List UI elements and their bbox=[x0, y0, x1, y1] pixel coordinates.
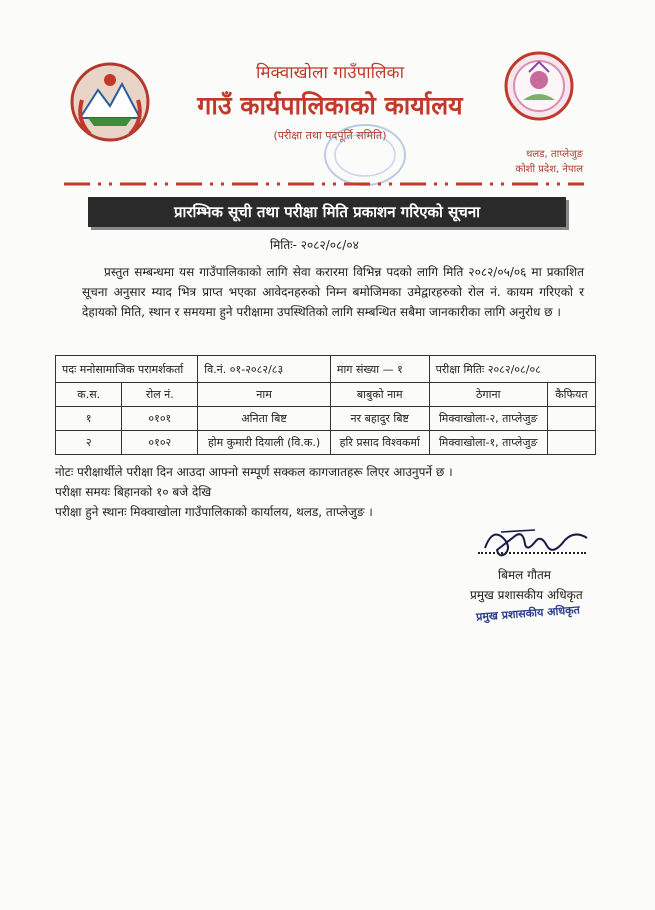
office-name: गाउँ कार्यपालिकाको कार्यालय bbox=[197, 91, 463, 120]
cell-remarks bbox=[547, 407, 595, 431]
notice-number-cell: वि.नं. ०१-२०८२/८३ bbox=[198, 356, 331, 383]
cell-sn: १ bbox=[56, 407, 122, 431]
table-header-row bbox=[56, 383, 596, 407]
cell-remarks bbox=[547, 431, 595, 455]
header-divider bbox=[64, 182, 584, 186]
notice-date: मितिः- २०८२/०८/०४ bbox=[270, 238, 359, 252]
note-exam-time: परीक्षा समयः बिहानको १० बजे देखि bbox=[55, 485, 212, 499]
cell-address: मिक्वाखोला-२, ताप्लेजुङ bbox=[429, 407, 547, 431]
municipality-logo-icon bbox=[503, 50, 575, 122]
col-header-roll: रोल नं. bbox=[122, 383, 198, 407]
col-header-address: ठेगाना bbox=[429, 383, 547, 407]
exam-date-cell: परीक्षा मितिः २०८२/०८/०८ bbox=[429, 356, 595, 383]
col-header-remarks: कैफियत bbox=[547, 383, 595, 407]
table-info-row bbox=[56, 356, 596, 383]
notice-title: प्रारम्भिक सूची तथा परीक्षा मिति प्रकाशन गरिएको सूचना bbox=[88, 197, 566, 227]
committee-name: (परीक्षा तथा पदपूर्ति समिति) bbox=[273, 129, 387, 142]
signatory-name: बिमल गौतम bbox=[498, 568, 551, 582]
cell-roll: ०१०२ bbox=[122, 431, 198, 455]
cell-sn: २ bbox=[56, 431, 122, 455]
note-documents: नोटः परीक्षार्थीले परीक्षा दिन आउदा आफ्नो सम्पूर्ण सक्कल कागजातहरू लिएर आउनुपर्ने छ । bbox=[55, 465, 453, 479]
cell-father: हरि प्रसाद विश्वकर्मा bbox=[330, 431, 429, 455]
cell-name: अनिता बिष्ट bbox=[198, 407, 331, 431]
col-header-father: बाबुको नाम bbox=[330, 383, 429, 407]
demand-count-cell: माग संख्या — १ bbox=[330, 356, 429, 383]
designation-stamp: प्रमुख प्रशासकीय अधिकृत bbox=[475, 603, 581, 624]
note-exam-venue: परीक्षा हुने स्थानः मिक्वाखोला गाउँपालिकाको कार्यालय, थलड, ताप्लेजुङ । bbox=[55, 505, 373, 519]
col-header-sn: क.स. bbox=[56, 383, 122, 407]
candidate-table bbox=[55, 355, 596, 455]
signature-icon bbox=[475, 518, 595, 562]
cell-address: मिक्वाखोला-१, ताप्लेजुङ bbox=[429, 431, 547, 455]
signature-line bbox=[478, 552, 586, 554]
cell-name: होम कुमारी दियाली (वि.क.) bbox=[198, 431, 331, 455]
municipality-name: मिक्वाखोला गाउँपालिका bbox=[255, 63, 405, 83]
address-district: थलड, ताप्लेजुङ bbox=[526, 149, 583, 160]
post-cell: पदः मनोसामाजिक परामर्शकर्ता bbox=[56, 356, 198, 383]
notes-block bbox=[55, 462, 453, 522]
cell-father: नर बहादुर बिष्ट bbox=[330, 407, 429, 431]
office-stamp-icon bbox=[320, 120, 410, 190]
signatory-title: प्रमुख प्रशासकीय अधिकृत bbox=[470, 588, 583, 602]
col-header-name: नाम bbox=[198, 383, 331, 407]
nepal-emblem-icon bbox=[68, 60, 152, 144]
notice-paragraph: प्रस्तुत सम्बन्धमा यस गाउँपालिकाको लागि सेवा करारमा विभिन्न पदको लागि मिति २०८२/०५/०६ मा प्रकाशित सूचना अनुसार म्याद भित्र प्राप्त भएका आवेदनहरुको निम्न बमोजिमका उमेद्वारहरुको रोल नं. कायम गरिएको र देहायको मिति, स्थान र समयमा हुने परीक्षामा उपस्थितिको लागि सम्बन्धित सबैमा जानकारीका लागि अनुरोध छ । bbox=[82, 265, 584, 319]
table-row bbox=[56, 431, 596, 455]
address-province: कोशी प्रदेश, नेपाल bbox=[515, 164, 583, 175]
table-row bbox=[56, 407, 596, 431]
cell-roll: ०१०१ bbox=[122, 407, 198, 431]
